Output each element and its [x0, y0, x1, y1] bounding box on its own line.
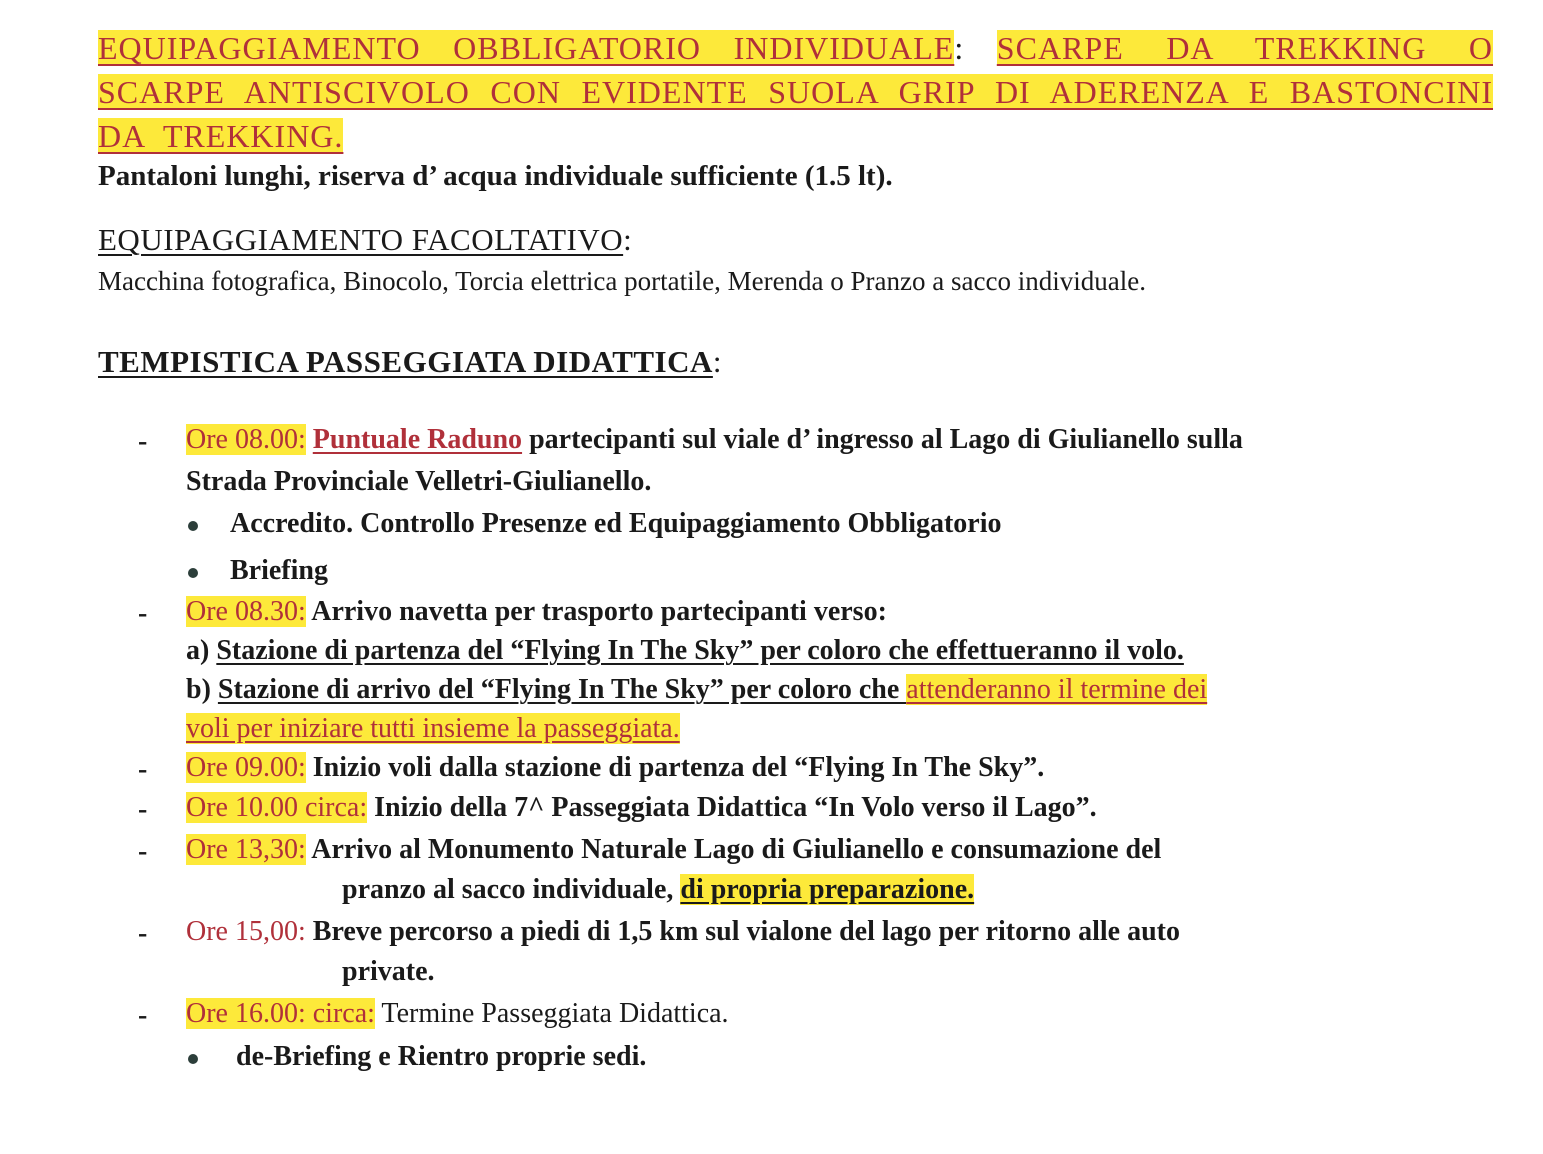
option-b-highlight-1: attenderanno il termine dei — [906, 674, 1208, 705]
list-dash: - — [138, 754, 148, 785]
entry-0800-line1 — [186, 424, 1243, 456]
list-dash: - — [138, 836, 148, 867]
mandatory-equipment-title: EQUIPAGGIAMENTO OBBLIGATORIO INDIVIDUALE — [98, 30, 955, 66]
entry-0900 — [186, 752, 1044, 784]
entry-0830-option-b — [186, 674, 1207, 706]
entry-0800-time: Ore 08.00: — [186, 424, 306, 455]
option-b-highlight-2: voli per iniziare tutti insieme la passeggiata. — [186, 713, 680, 744]
entry-1000 — [186, 792, 1097, 824]
entry-1330-line2 — [342, 874, 974, 906]
optional-equipment-text: Macchina fotografica, Binocolo, Torcia elettrica portatile, Merenda o Pranzo a sacco individuale. — [98, 266, 1146, 296]
option-b-prefix: b) — [186, 674, 218, 705]
entry-0800-bullet-1: Accredito. Controllo Presenze ed Equipaggiamento Obbligatorio — [230, 508, 1002, 539]
entry-0900-text: Inizio voli dalla stazione di partenza del “Flying In The Sky”. — [305, 752, 1045, 783]
entry-0830-text: Arrivo navetta per trasporto partecipanti verso: — [305, 596, 887, 627]
entry-0830-time: Ore 08.30: — [186, 596, 306, 627]
entry-0800-text: partecipanti sul viale d’ ingresso al Lago di Giulianello sulla — [522, 424, 1243, 455]
entry-1330-text-2: pranzo al sacco individuale, — [342, 874, 681, 905]
entry-0800-highlight: Puntuale Raduno — [312, 424, 523, 455]
entry-0800-line2: Strada Provinciale Velletri-Giulianello. — [186, 466, 652, 497]
entry-1330-highlight: di propria preparazione. — [680, 874, 975, 905]
list-dash: - — [138, 426, 148, 457]
optional-equipment-heading — [98, 222, 632, 258]
list-dash: - — [138, 918, 148, 949]
entry-1600-time: Ore 16.00: circa: — [186, 998, 375, 1029]
optional-colon: : — [623, 222, 633, 257]
entry-0800-bullet-2: Briefing — [230, 555, 328, 586]
entry-1600-bullet-1: de-Briefing e Rientro proprie sedi. — [236, 1041, 647, 1072]
mandatory-equipment-paragraph — [98, 26, 1493, 158]
entry-1600-text: Termine Passeggiata Didattica. — [374, 998, 729, 1029]
entry-1600 — [186, 998, 729, 1030]
list-dash: - — [138, 598, 148, 629]
entry-0830-option-b-line2 — [186, 713, 680, 745]
mandatory-colon: : — [954, 30, 965, 66]
entry-0830-option-a — [186, 635, 1184, 667]
bullet-icon — [188, 1054, 198, 1064]
timeline-colon: : — [712, 344, 723, 379]
entry-1500-time: Ore 15,00: — [186, 916, 306, 947]
entry-0900-time: Ore 09.00: — [186, 752, 306, 783]
option-b-text: Stazione di arrivo del “Flying In The Sky” per coloro che — [217, 674, 907, 705]
bullet-icon — [188, 521, 198, 531]
entry-1330-text: Arrivo al Monumento Naturale Lago di Giulianello e consumazione del — [305, 834, 1162, 865]
entry-1500-line1 — [186, 916, 1180, 948]
entry-1330-time: Ore 13,30: — [186, 834, 306, 865]
entry-1000-time: Ore 10.00 circa: — [186, 792, 368, 823]
list-dash: - — [138, 1000, 148, 1031]
mandatory-equipment-text: SCARPE DA TREKKING O SCARPE ANTISCIVOLO CON EVIDENTE SUOLA GRIP DI ADERENZA E BASTONCINI DA TREKKING. — [98, 30, 1494, 154]
entry-1000-text: Inizio della 7^ Passeggiata Didattica “In Volo verso il Lago”. — [367, 792, 1097, 823]
entry-1500-line2: private. — [342, 956, 435, 987]
bullet-icon — [188, 568, 198, 578]
list-dash: - — [138, 794, 148, 825]
option-a-prefix: a) — [186, 635, 217, 666]
mandatory-equipment-extra: Pantaloni lunghi, riserva d’ acqua individuale sufficiente (1.5 lt). — [98, 160, 893, 192]
timeline-title: TEMPISTICA PASSEGGIATA DIDATTICA — [98, 344, 713, 379]
option-a-text: Stazione di partenza del “Flying In The Sky” per coloro che effettueranno il volo. — [216, 635, 1184, 666]
entry-1500-text: Breve percorso a piedi di 1,5 km sul vialone del lago per ritorno alle auto — [305, 916, 1180, 947]
entry-1330-line1 — [186, 834, 1161, 866]
entry-0830-line1 — [186, 596, 887, 628]
optional-equipment-title: EQUIPAGGIAMENTO FACOLTATIVO — [98, 222, 624, 257]
timeline-heading — [98, 344, 722, 380]
